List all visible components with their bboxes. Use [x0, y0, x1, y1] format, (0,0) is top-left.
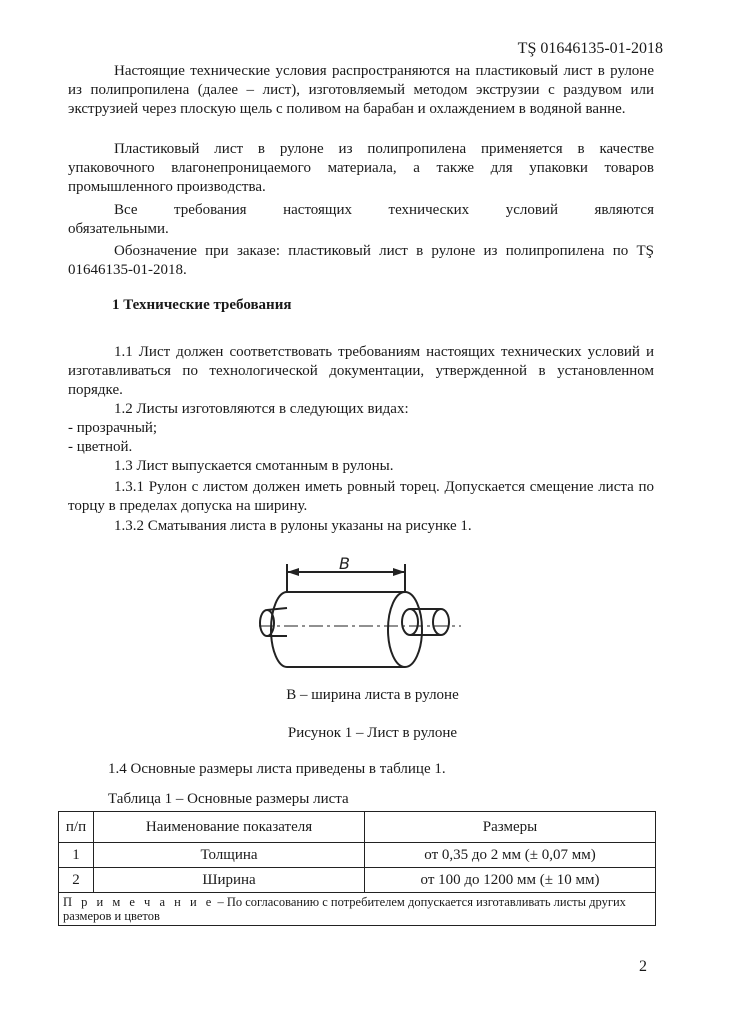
page-number: 2 — [639, 958, 647, 975]
list-item-colored: - цветной. — [68, 439, 133, 455]
table-note — [59, 893, 656, 926]
intro-paragraph-3: Все требования настоящих технических условий являются обязательными. — [68, 202, 654, 237]
figure-legend: В – ширина листа в рулоне — [286, 687, 459, 703]
cell-index: 2 — [59, 868, 94, 893]
header-size: Размеры — [365, 812, 656, 843]
document-code: TŞ 01646135-01-2018 — [517, 40, 663, 57]
header-parameter: Наименование показателя — [94, 812, 365, 843]
table-title: Таблица 1 – Основные размеры листа — [108, 791, 349, 807]
intro-paragraph-2: Пластиковый лист в рулоне из полипропилена применяется в качестве упаковочного влагонепроницаемого материала, а также для упаковки товаров промышленного производства. — [68, 141, 654, 195]
list-item-transparent: - прозрачный; — [68, 420, 158, 436]
clause-1-3-1: 1.3.1 Рулон с листом должен иметь ровный торец. Допускается смещение листа по торцу в пределах допуска на ширину. — [68, 479, 654, 514]
cell-size: от 100 до 1200 мм (± 10 мм) — [365, 868, 656, 893]
header-index: п/п — [59, 812, 94, 843]
clause-1-3-2: 1.3.2 Сматывания листа в рулоны указаны на рисунке 1. — [114, 518, 472, 534]
section-title: 1 Технические требования — [112, 297, 292, 313]
table-header-row — [59, 812, 656, 843]
dimension-label: B — [339, 554, 350, 573]
clause-1-1: 1.1 Лист должен соответствовать требованиям настоящих технических условий и изготавливаться по технологической документации, утвержденной в установленном порядке. — [68, 344, 654, 398]
clause-1-4: 1.4 Основные размеры листа приведены в таблице 1. — [108, 761, 446, 777]
table-note-row — [59, 893, 656, 926]
intro-paragraph-1: Настоящие технические условия распространяются на пластиковый лист в рулоне из полипропилена (далее – лист), изготовляемый методом экструзии с раздувом или экструзией через плоскую щель с поливом на барабан и охлаждением в водяной ванне. — [68, 63, 654, 117]
cell-parameter: Толщина — [94, 843, 365, 868]
clause-1-2: 1.2 Листы изготовляются в следующих видах: — [114, 401, 409, 417]
figure-caption: Рисунок 1 – Лист в рулоне — [287, 725, 458, 741]
cell-parameter: Ширина — [94, 868, 365, 893]
note-text: – По согласованию с потребителем допускается изготавливать листы других размеров и цветов — [63, 895, 626, 923]
roll-diagram — [255, 552, 465, 682]
intro-paragraph-4: Обозначение при заказе: пластиковый лист в рулоне из полипропилена по TŞ 01646135-01-2018. — [68, 243, 654, 278]
table-row — [59, 843, 656, 868]
clause-1-3: 1.3 Лист выпускается смотанным в рулоны. — [114, 458, 394, 474]
table-row — [59, 868, 656, 893]
cell-index: 1 — [59, 843, 94, 868]
note-label: П р и м е ч а н и е — [63, 895, 215, 909]
dimensions-table — [58, 811, 656, 926]
cell-size: от 0,35 до 2 мм (± 0,07 мм) — [365, 843, 656, 868]
